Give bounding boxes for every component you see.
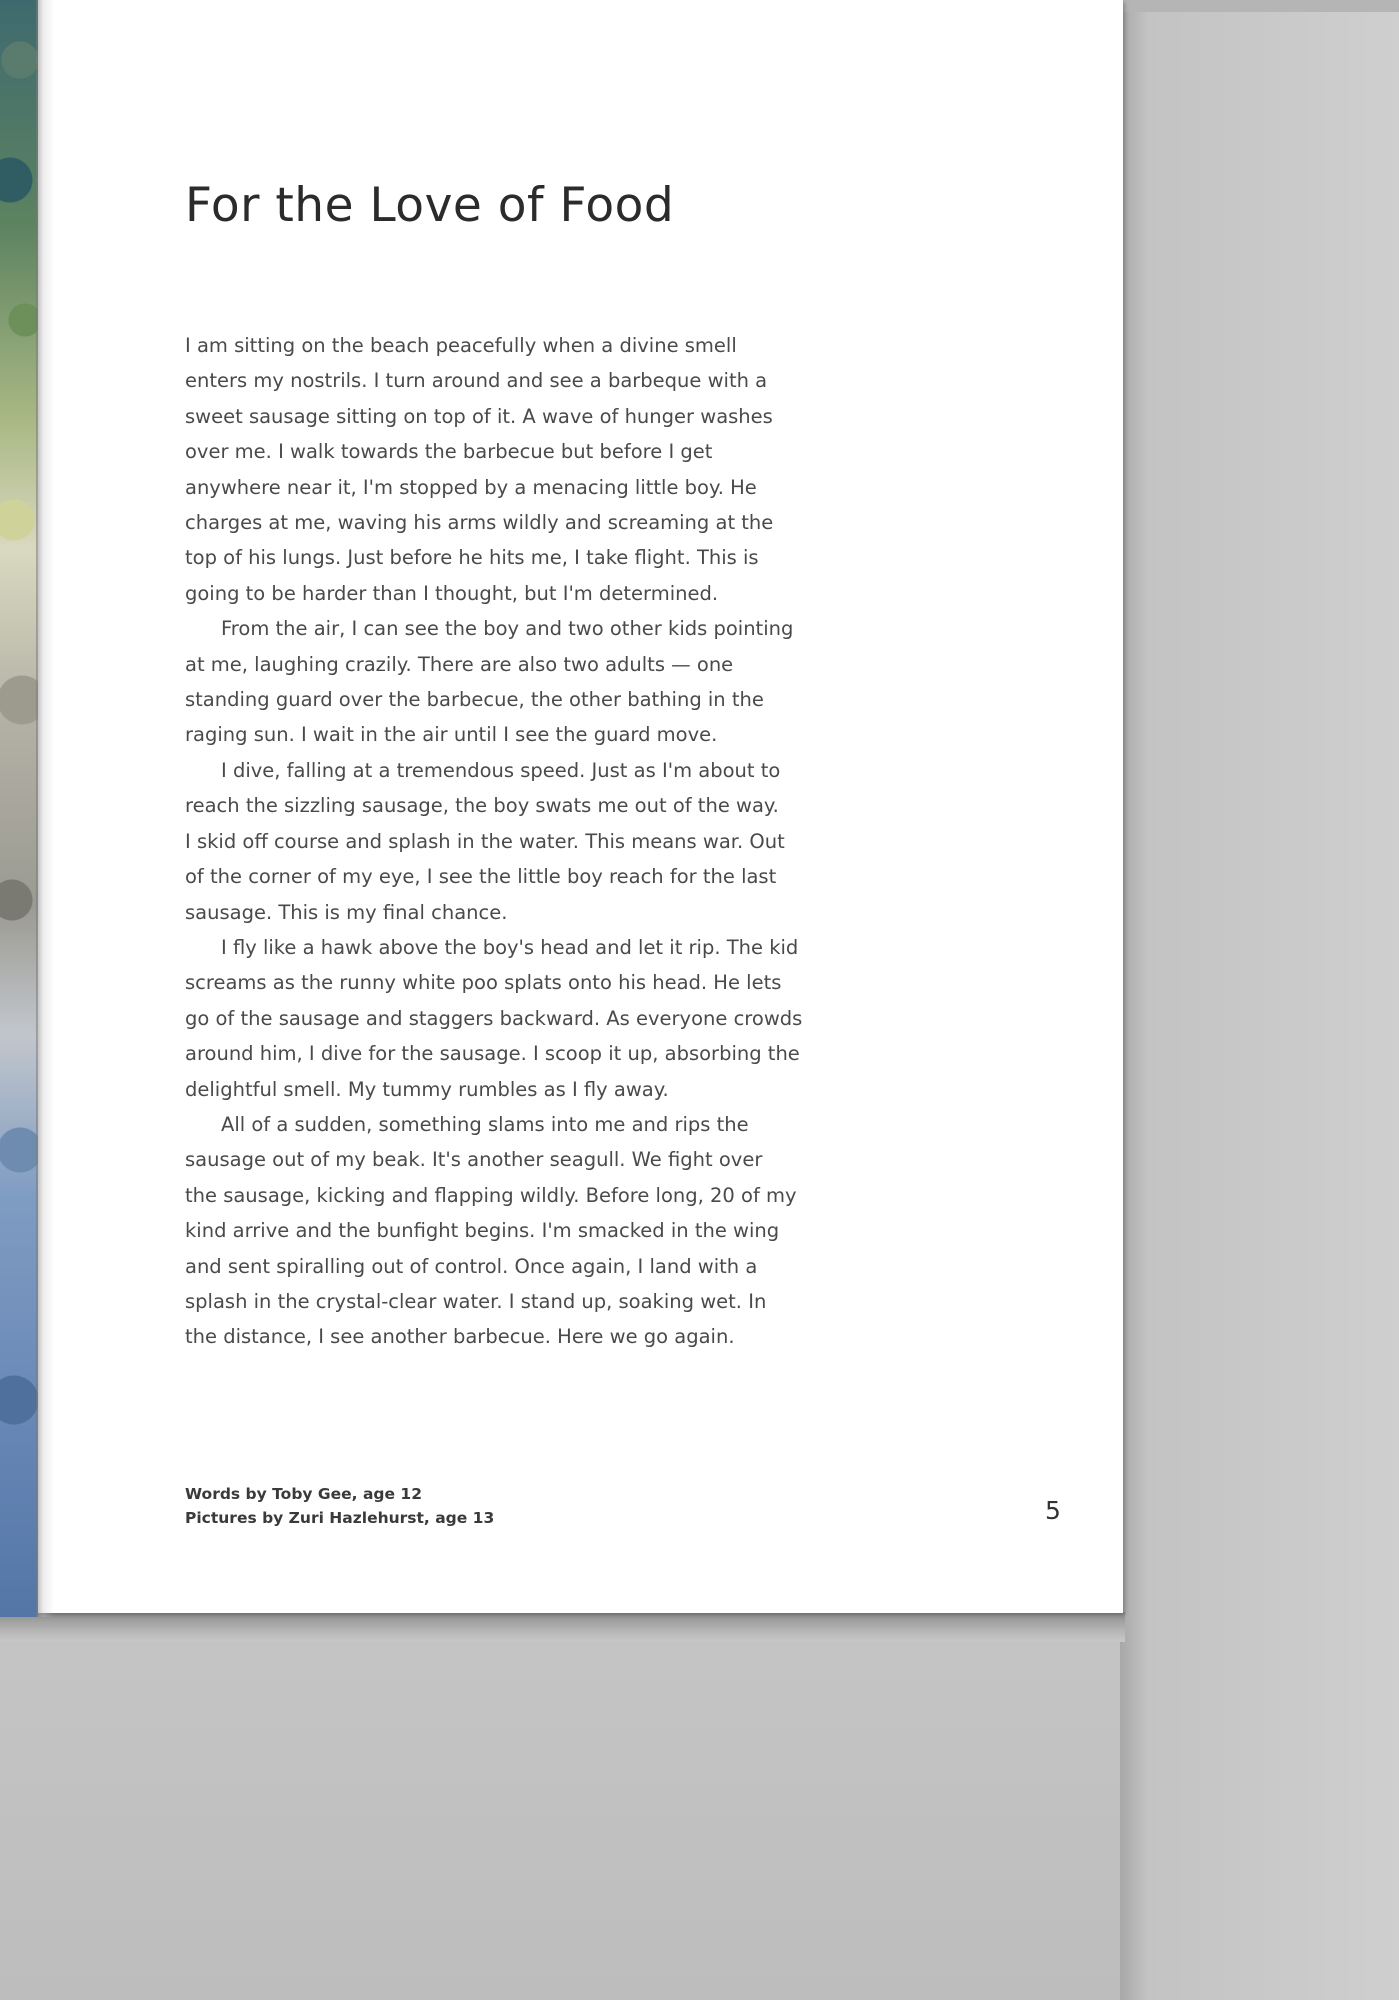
page-number: 5 — [1045, 1496, 1061, 1525]
story-paragraph: All of a sudden, something slams into me and rips the sausage out of my beak. It's another seagull. We fight over the sausage, kicking and flapping wildly. Before long, 20 of my kind arrive and the bunfight begins. I'm smacked in the wing and sent spiralling out of control. Once again, I land with a splash in the crystal-clear water. I stand up, soaking wet. In the distance, I see another barbecue. Here we go again. — [185, 1112, 797, 1349]
story-paragraph: I fly like a hawk above the boy's head and let it rip. The kid screams as the runny white poo splats onto his head. He lets go of the sausage and staggers backward. As everyone crowds around him, I dive for the sausage. I scoop it up, absorbing the delightful smell. My tummy rumbles as I fly away. — [185, 935, 803, 1101]
illustrator-credit: Pictures by Zuri Hazlehurst, age 13 — [185, 1509, 495, 1527]
story-paragraph: I dive, falling at a tremendous speed. Just as I'm about to reach the sizzling sausage, the boy swats me out of the way. I skid off course and splash in the water. This means war. Out of the corner of my eye, I see the little boy reach for the last sausage. This is my final chance. — [185, 758, 785, 924]
credits — [185, 1482, 494, 1530]
facing-page-illustration — [0, 0, 38, 1617]
book-page — [38, 0, 1123, 1613]
spine-shadow — [36, 0, 54, 1617]
page-title: For the Love of Food — [185, 178, 675, 233]
story-paragraph: I am sitting on the beach peacefully when a divine smell enters my nostrils. I turn around and see a barbeque with a sweet sausage sitting on top of it. A wave of hunger washes over me. I walk towards the barbecue but before I get anywhere near it, I'm stopped by a menacing little boy. He charges at me, waving his arms wildly and screaming at the top of his lungs. Just before he hits me, I take flight. This is going to be harder than I thought, but I'm determined. — [185, 334, 774, 605]
story-paragraph: From the air, I can see the boy and two other kids pointing at me, laughing crazily. There are also two adults — one standing guard over the barbecue, the other bathing in the raging sun. I wait in the air until I see the guard move. — [185, 617, 794, 747]
page-shadow — [0, 1612, 1125, 1642]
author-credit: Words by Toby Gee, age 12 — [185, 1485, 422, 1503]
scanner-background — [1120, 0, 1399, 2000]
scanner-edge — [1120, 0, 1399, 12]
story-body — [185, 328, 945, 1355]
